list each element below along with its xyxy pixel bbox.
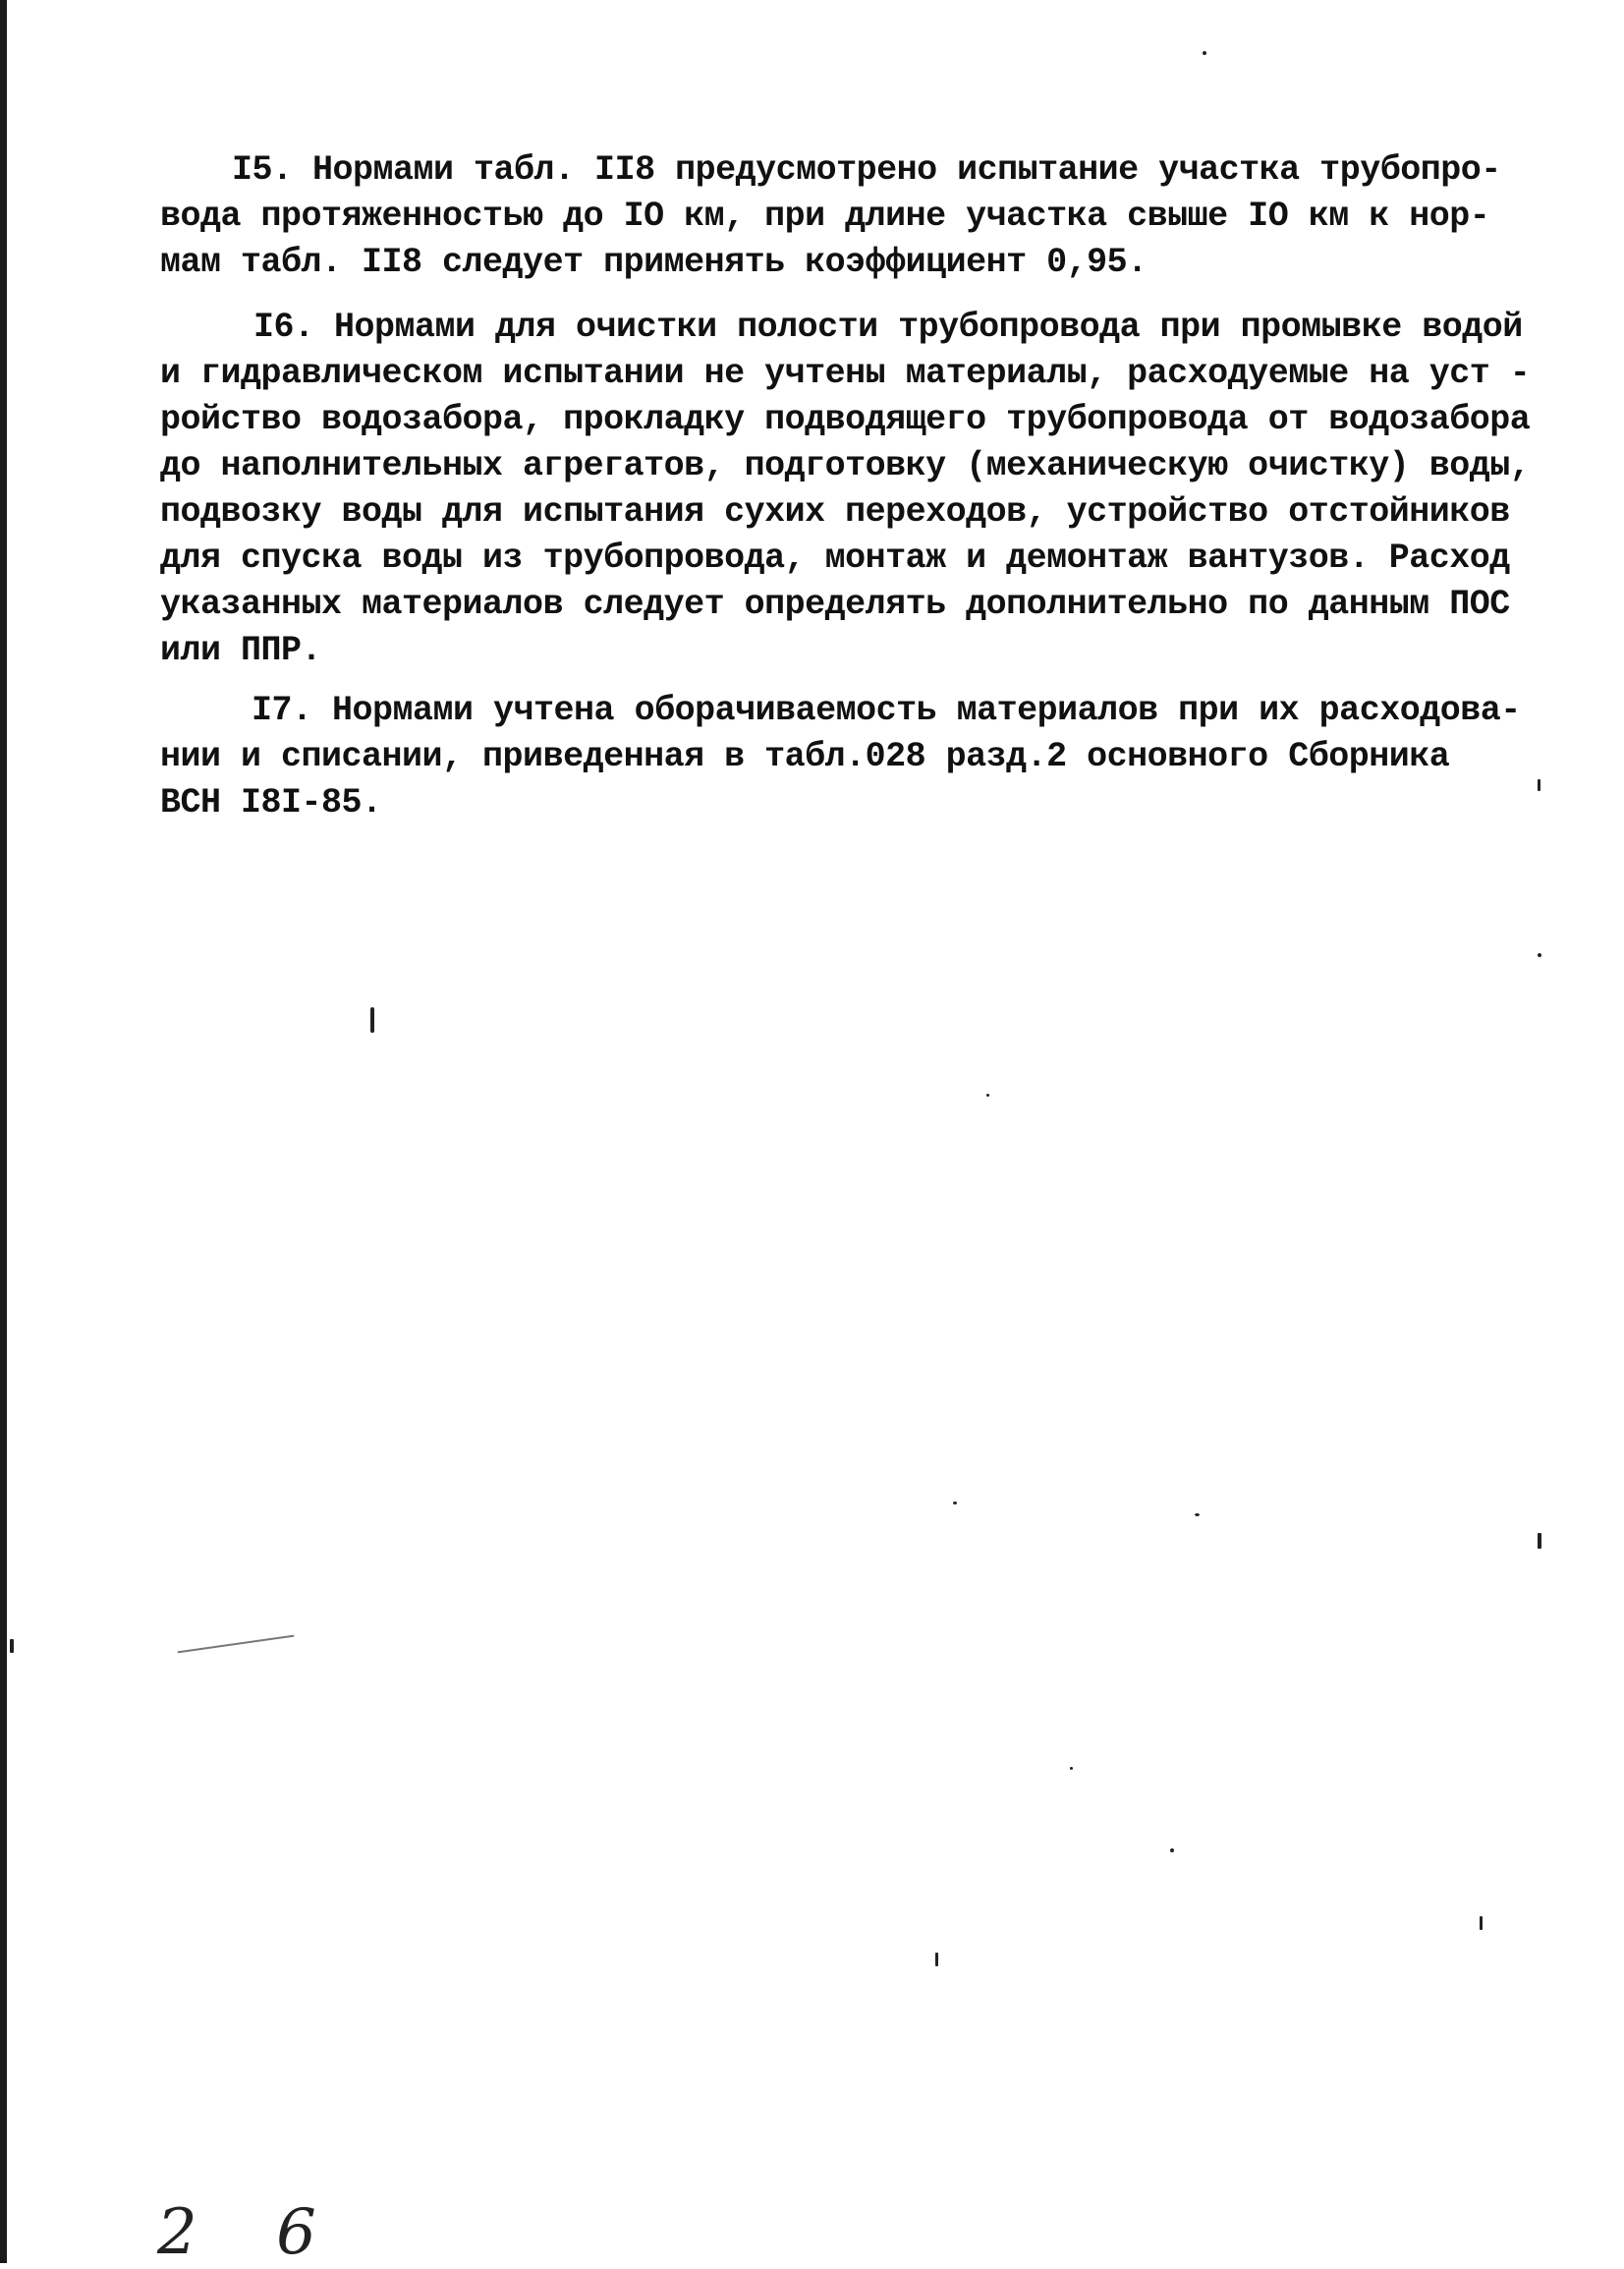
paragraph-line: I6. Нормами для очистки полости трубопровода при промывке водой [253, 308, 1523, 347]
paragraph-16 [160, 305, 1531, 674]
paragraph-line: и гидравлическом испытании не учтены материалы, расходуемые на уст - [160, 354, 1531, 393]
scan-speck [1195, 1513, 1200, 1516]
scan-speck [1170, 1848, 1174, 1852]
handwritten-page-number: 2 6 [157, 2196, 346, 2269]
scan-speck [1538, 779, 1540, 791]
scan-speck [10, 1639, 14, 1653]
scan-speck [1480, 1916, 1483, 1930]
paragraph-line: для спуска воды из трубопровода, монтаж и демонтаж вантузов. Расход [160, 539, 1510, 578]
scan-edge [0, 0, 7, 2263]
paragraph-line: ройство водозабора, прокладку подводящего трубопровода от водозабора [160, 400, 1531, 439]
scan-speck [953, 1502, 957, 1504]
paragraph-line: I5. Нормами табл. II8 предусмотрено испытание участка трубопро- [232, 150, 1501, 190]
scan-speck [1538, 953, 1541, 957]
paragraph-line: ВСН I8I-85. [160, 783, 382, 823]
paragraph-line: мам табл. II8 следует применять коэффициент 0,95. [160, 243, 1148, 282]
scan-speck [1538, 1533, 1541, 1549]
scan-speck [177, 1635, 294, 1654]
scan-speck [1203, 51, 1206, 55]
paragraph-line: или ППР. [160, 631, 322, 670]
paragraph-17 [160, 688, 1521, 826]
scan-speck [1070, 1767, 1073, 1770]
paragraph-line: нии и списании, приведенная в табл.028 разд.2 основного Сборника [160, 737, 1450, 776]
paragraph-line: I7. Нормами учтена оборачиваемость материалов при их расходова- [252, 691, 1521, 730]
paragraph-line: подвозку воды для испытания сухих переходов, устройство отстойников [160, 492, 1510, 532]
scan-speck [986, 1094, 989, 1097]
scan-speck [370, 1007, 374, 1033]
paragraph-line: указанных материалов следует определять дополнительно по данным ПОС [160, 585, 1510, 624]
scan-speck [935, 1953, 938, 1966]
paragraph-line: вода протяженностью до IO км, при длине участка свыше IO км к нор- [160, 197, 1490, 236]
paragraph-15 [160, 147, 1501, 286]
paragraph-line: до наполнительных агрегатов, подготовку (механическую очистку) воды, [160, 446, 1531, 485]
